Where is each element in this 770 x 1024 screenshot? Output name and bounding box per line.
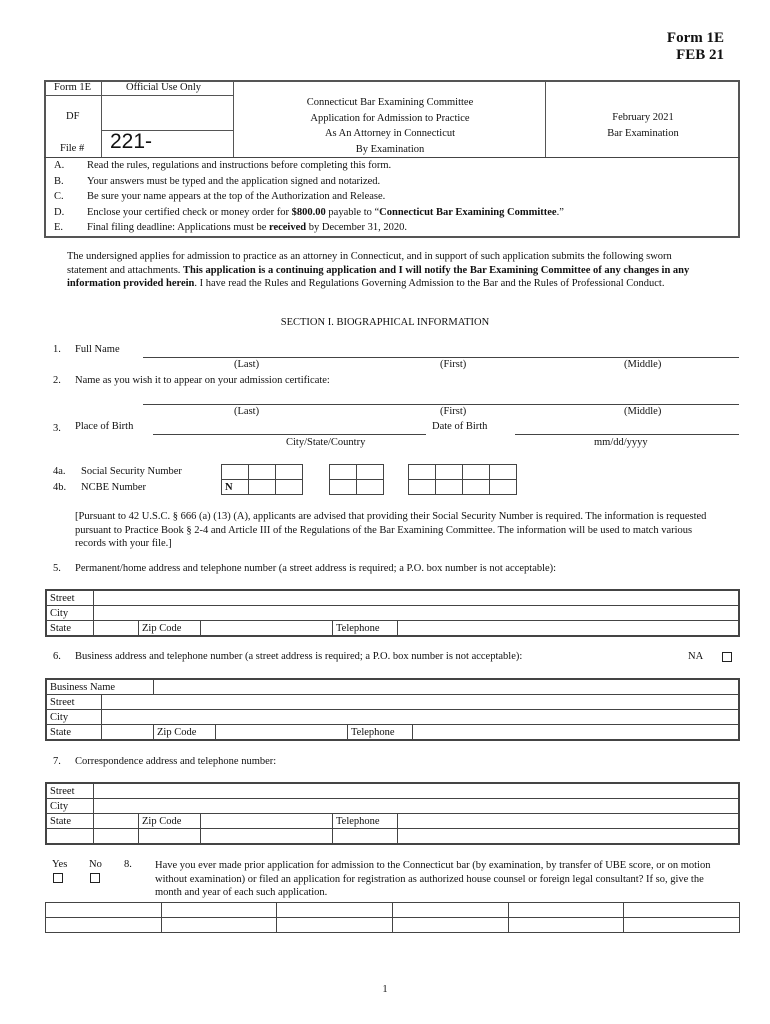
intro-paragraph: The undersigned applies for admission to practice as an attorney in Connecticut, and in support of such application submits the following sworn statement and attachments. This application is a continuing application and I will notify the Bar Examining Committee of any changes in any information provided herein. I have read the Rules and Regulations Governing Admission to the Bar and the Rules of Professional Conduct. <box>67 251 690 289</box>
df-label: DF <box>66 111 80 122</box>
form-label: Form 1E <box>54 82 92 93</box>
page-number: 1 <box>382 984 388 995</box>
file-number: 221- <box>110 130 153 153</box>
yes-checkbox[interactable] <box>53 873 63 883</box>
business-address-label: Business address and telephone number (a street address is required; a P.O. box number is not acceptable): <box>75 651 523 662</box>
ncbe-prefix: N <box>225 481 233 493</box>
ssn-ncbe-boxes-2[interactable] <box>329 464 384 495</box>
business-address-table[interactable]: Business Name Street City State Zip Code Telephone <box>45 678 740 741</box>
na-label: NA <box>688 651 704 662</box>
certificate-name-field[interactable] <box>143 404 739 405</box>
instruction-item: B. Your answers must be typed and the application signed and notarized. <box>54 175 381 187</box>
application-title: Connecticut Bar Examining Committee Application for Admission to Practice As An Attorney in Connecticut By Examination <box>306 97 474 155</box>
home-address-table[interactable]: Street City State Zip Code Telephone <box>45 589 740 637</box>
section-title: SECTION I. BIOGRAPHICAL INFORMATION <box>280 317 490 328</box>
full-name-label: Full Name <box>75 344 120 355</box>
no-checkbox[interactable] <box>90 873 100 883</box>
full-name-field[interactable] <box>143 357 739 358</box>
exam-title: February 2021 Bar Examination <box>607 112 679 139</box>
date-of-birth-label: Date of Birth <box>432 421 488 432</box>
file-label: File # <box>60 143 85 154</box>
ssn-ncbe-boxes-3[interactable] <box>408 464 517 495</box>
prior-application-question: Have you ever made prior application for admission to the Connecticut bar (by examination, by transfer of UBE score, or on motion without examination) or filed an application for registration as authorized house counsel or foreign legal consultant? If so, give the month and year of each such application. <box>155 860 711 898</box>
instruction-item: E. Final filing deadline: Applications must be received by December 31, 2020. <box>54 222 407 234</box>
ssn-ncbe-boxes-1[interactable] <box>221 464 303 495</box>
home-address-label: Permanent/home address and telephone number (a street address is required; a P.O. box number is not acceptable): <box>75 563 557 574</box>
date-of-birth-field[interactable] <box>515 434 739 435</box>
form-id: Form 1E <box>666 30 724 46</box>
ncbe-label: NCBE Number <box>81 482 147 493</box>
instruction-item: C. Be sure your name appears at the top of the Authorization and Release. <box>54 191 386 203</box>
correspondence-address-label: Correspondence address and telephone number: <box>75 756 277 767</box>
certificate-name-label: Name as you wish it to appear on your admission certificate: <box>75 375 330 386</box>
instruction-item: A. Read the rules, regulations and instructions before completing this form. <box>54 160 392 171</box>
place-of-birth-field[interactable] <box>153 434 426 435</box>
ssn-label: Social Security Number <box>81 466 182 477</box>
place-of-birth-label: Place of Birth <box>75 421 134 432</box>
form-date: FEB 21 <box>676 47 724 63</box>
prior-application-table[interactable] <box>45 902 740 933</box>
no-label: No <box>89 859 102 870</box>
na-checkbox[interactable] <box>722 652 732 662</box>
yes-label: Yes <box>52 859 68 870</box>
instructions-list <box>54 158 564 236</box>
instruction-item: D. Enclose your certified check or money order for $800.00 payable to “Connecticut Bar Examining Committee.” <box>54 206 564 218</box>
correspondence-address-table[interactable]: Street City State Zip Code Telephone <box>45 782 740 845</box>
privacy-note: [Pursuant to 42 U.S.C. § 666 (a) (13) (A), applicants are advised that providing their Social Security Number is required. The information is requested pursuant to Practice Book § 2-4 and Article III of the Regulations of the Bar Examining Committee. The information will be used to match various records with your file.] <box>75 511 707 549</box>
official-use-label: Official Use Only <box>126 82 202 93</box>
